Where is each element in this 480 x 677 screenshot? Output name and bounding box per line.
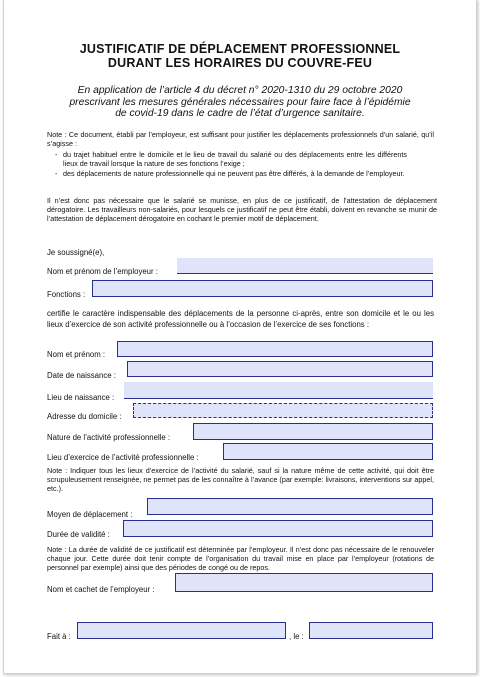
date-naissance-label: Date de naissance : [47, 371, 116, 380]
lieu-exercice-label: Lieu d’exercice de l’activité professionnelle : [47, 453, 199, 462]
lieu-exercice-field[interactable] [223, 443, 433, 460]
date-naissance-field[interactable] [127, 361, 433, 377]
nom-field[interactable] [117, 341, 433, 357]
fait-label: Fait à : [47, 632, 71, 641]
fonctions-field[interactable] [92, 280, 433, 297]
domicile-field[interactable] [133, 403, 433, 418]
le-field[interactable] [309, 622, 433, 639]
fonctions-label: Fonctions : [47, 290, 86, 299]
note-lieux: Note : Indiquer tous les lieux d’exercice de l’activité du salarié, sauf si la nature même de cette activité, qui doit être scrupuleusement renseignée, ne permet pas de les connaître à l’avance (par exemple: livraisons, interventions sur appel, etc.). [47, 466, 434, 494]
le-label: , le : [289, 632, 304, 641]
subtitle-line1: En application de l’article 4 du décret n° 2020-1310 du 29 octobre 2020 [77, 85, 403, 96]
activite-field[interactable] [193, 423, 433, 440]
note-intro: Note : Ce document, établi par l’employeur, est suffisant pour justifier les déplacements professionnels d’un salarié, qu’il s’agisse : [47, 130, 434, 149]
employeur-field[interactable] [177, 258, 433, 274]
lieu-naissance-label: Lieu de naissance : [47, 393, 115, 402]
cachet-label: Nom et cachet de l’employeur : [47, 585, 155, 594]
activite-label: Nature de l’activité professionnelle : [47, 433, 171, 442]
employeur-label: Nom et prénom de l’employeur : [47, 267, 158, 276]
certifie-text: certifie le caractère indispensable des déplacements de la personne ci-après, entre son domicile et le ou les lieux d’exercice de son activité professionnelle ou à l’occasion de l’exercice de ses fonctions : [47, 309, 434, 329]
validite-label: Durée de validité : [47, 530, 110, 539]
nom-label: Nom et prénom : [47, 350, 106, 359]
document-title-line2: DURANT LES HORAIRES DU COUVRE-FEU [107, 56, 373, 70]
note-bullet-1: - du trajet habituel entre le domicile et le lieu de travail du salarié ou des déplacements entre les différents lieux de travail lorsque la nature de ses fonctions l’exige ; [47, 150, 407, 168]
fait-field[interactable] [77, 622, 286, 639]
document-title-line1: JUSTIFICATIF DE DÉPLACEMENT PROFESSIONNEL [79, 42, 401, 56]
subtitle-line3: de covid-19 dans le cadre de l’état d’urgence sanitaire. [115, 108, 365, 119]
lieu-naissance-field[interactable] [124, 382, 433, 399]
note-bullet-list [47, 150, 407, 179]
cachet-field[interactable] [175, 573, 433, 592]
note-paragraph: Il n’est donc pas nécessaire que le salarié se munisse, en plus de ce justificatif, de l’attestation de déplacement dérogatoire. Les travailleurs non-salariés, pour lesquels ce justificatif ne peut être établi, doivent en revanche se munir de l’attestation de déplacement dérogatoire en cochant le premier motif de déplacement. [47, 196, 437, 224]
note-bullet-2: - des déplacements de nature professionnelle qui ne peuvent pas être différés, à la demande de l’employeur. [47, 169, 407, 178]
subtitle-line2: prescrivant les mesures générales nécessaires pour faire face à l’épidémie [69, 96, 411, 108]
moyen-label: Moyen de déplacement : [47, 510, 133, 519]
validite-field[interactable] [123, 520, 433, 537]
note-validite: Note : La durée de validité de ce justificatif est déterminée par l’employeur. Il n’est donc pas nécessaire de le renouveler chaque jour. Cette durée doit tenir compte de l’organisation du travail mise en place par l’employeur (rotations de personnel par exemple) ainsi que des périodes de congé ou de repos. [47, 545, 434, 573]
soussigne-label: Je soussigné(e), [47, 248, 105, 257]
moyen-field[interactable] [147, 498, 433, 515]
domicile-label: Adresse du domicile : [47, 412, 122, 421]
